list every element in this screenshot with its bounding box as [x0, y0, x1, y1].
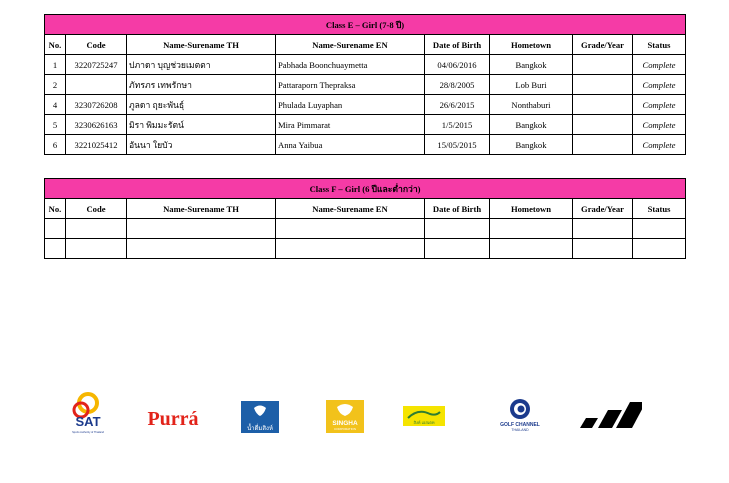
class-e-table [44, 14, 686, 155]
col-name-en: Name-Surename EN [276, 199, 425, 219]
col-status: Status [633, 35, 686, 55]
col-name-en: Name-Surename EN [276, 35, 425, 55]
cell-grade [573, 55, 633, 75]
sat-logo-icon [64, 388, 112, 443]
sat-logo-caption: Sports Authority of Thailand [72, 431, 104, 434]
col-hometown: Hometown [490, 199, 573, 219]
empty-cell [425, 239, 490, 259]
cell-status: Complete [633, 115, 686, 135]
cell-hometown: Lob Buri [490, 75, 573, 95]
cell-dob: 04/06/2016 [425, 55, 490, 75]
namthip-logo [240, 388, 280, 443]
empty-cell [66, 239, 127, 259]
cell-code: 3230726208 [66, 95, 127, 115]
empty-cell [66, 219, 127, 239]
cell-no: 2 [45, 75, 66, 95]
col-status: Status [633, 199, 686, 219]
leo-logo-caption: สิงห์ เอสเตท [413, 420, 435, 425]
cell-name-en: Anna Yaibua [276, 135, 425, 155]
table-row [45, 55, 686, 75]
singha-logo-icon [325, 388, 365, 443]
singha-logo [325, 388, 365, 443]
col-code: Code [66, 35, 127, 55]
cell-code: 3221025412 [66, 135, 127, 155]
empty-cell [490, 219, 573, 239]
purra-logo [138, 388, 208, 443]
empty-cell [45, 219, 66, 239]
cell-no: 6 [45, 135, 66, 155]
cell-hometown: Bangkok [490, 55, 573, 75]
sat-logo-name: SAT [75, 414, 101, 429]
cell-hometown: Nonthaburi [490, 95, 573, 115]
cell-name-en: Mira Pimmarat [276, 115, 425, 135]
singha-logo-name: SINGHA [332, 420, 358, 427]
col-code: Code [66, 199, 127, 219]
cell-name-th: ปภาดา บุญช่วยเมตตา [127, 55, 276, 75]
cell-code: 3220725247 [66, 55, 127, 75]
empty-cell [633, 239, 686, 259]
class-f-header-row [45, 199, 686, 219]
cell-status: Complete [633, 95, 686, 115]
cell-dob: 26/6/2015 [425, 95, 490, 115]
cell-dob: 15/05/2015 [425, 135, 490, 155]
cell-grade [573, 115, 633, 135]
empty-cell [127, 239, 276, 259]
table-row [45, 75, 686, 95]
empty-cell [490, 239, 573, 259]
col-hometown: Hometown [490, 35, 573, 55]
empty-cell [276, 239, 425, 259]
leo-logo-icon [402, 388, 446, 443]
class-e-title: Class E – Girl (7-8 ปี) [45, 15, 686, 35]
namthip-logo-name: น้ำดื่มสิงห์ [247, 426, 273, 432]
col-name-th: Name-Surename TH [127, 199, 276, 219]
leo-logo [402, 388, 446, 443]
empty-cell [45, 239, 66, 259]
cell-grade [573, 75, 633, 95]
cell-grade [573, 135, 633, 155]
cell-name-en: Pabhada Boonchuaymetta [276, 55, 425, 75]
empty-cell [573, 239, 633, 259]
col-grade: Grade/Year [573, 35, 633, 55]
sponsor-logos [0, 388, 729, 443]
adidas-logo [578, 388, 642, 443]
cell-hometown: Bangkok [490, 115, 573, 135]
table-row [45, 115, 686, 135]
cell-dob: 1/5/2015 [425, 115, 490, 135]
table-row-empty [45, 239, 686, 259]
purra-logo-icon [138, 388, 208, 443]
table-row-empty [45, 219, 686, 239]
cell-no: 5 [45, 115, 66, 135]
adidas-three-stripes-icon [578, 388, 642, 443]
cell-name-th: อันนา ใยบัว [127, 135, 276, 155]
namthip-logo-icon [240, 388, 280, 443]
empty-cell [276, 219, 425, 239]
cell-status: Complete [633, 75, 686, 95]
purra-logo-name: Purrá [147, 408, 199, 430]
empty-cell [633, 219, 686, 239]
golf-channel-logo [490, 388, 550, 443]
cell-no: 1 [45, 55, 66, 75]
col-dob: Date of Birth [425, 199, 490, 219]
cell-code [66, 75, 127, 95]
cell-grade [573, 95, 633, 115]
empty-cell [127, 219, 276, 239]
col-no: No. [45, 199, 66, 219]
cell-name-th: มิรา พิมมะรัตน์ [127, 115, 276, 135]
golf-channel-caption: THAILAND [511, 428, 529, 432]
col-grade: Grade/Year [573, 199, 633, 219]
cell-code: 3230626163 [66, 115, 127, 135]
class-e-header-row [45, 35, 686, 55]
cell-hometown: Bangkok [490, 135, 573, 155]
sat-logo [64, 388, 112, 443]
table-row [45, 135, 686, 155]
col-name-th: Name-Surename TH [127, 35, 276, 55]
class-f-table [44, 178, 686, 259]
cell-name-th: ภูลดา ฤุยะพันธุ์ [127, 95, 276, 115]
cell-status: Complete [633, 55, 686, 75]
cell-name-th: ภัทรภร เทพรักษา [127, 75, 276, 95]
cell-no: 4 [45, 95, 66, 115]
cell-name-en: Pattaraporn Thepraksa [276, 75, 425, 95]
col-dob: Date of Birth [425, 35, 490, 55]
col-no: No. [45, 35, 66, 55]
cell-name-en: Phulada Luyaphan [276, 95, 425, 115]
golf-channel-logo-icon [490, 388, 550, 443]
empty-cell [573, 219, 633, 239]
singha-logo-caption: CORPORATION [333, 427, 357, 431]
class-f-title: Class F – Girl (6 ปีและต่ำกว่า) [45, 179, 686, 199]
empty-cell [425, 219, 490, 239]
table-row [45, 95, 686, 115]
cell-status: Complete [633, 135, 686, 155]
cell-dob: 28/8/2005 [425, 75, 490, 95]
golf-channel-name: GOLF CHANNEL [500, 422, 540, 428]
